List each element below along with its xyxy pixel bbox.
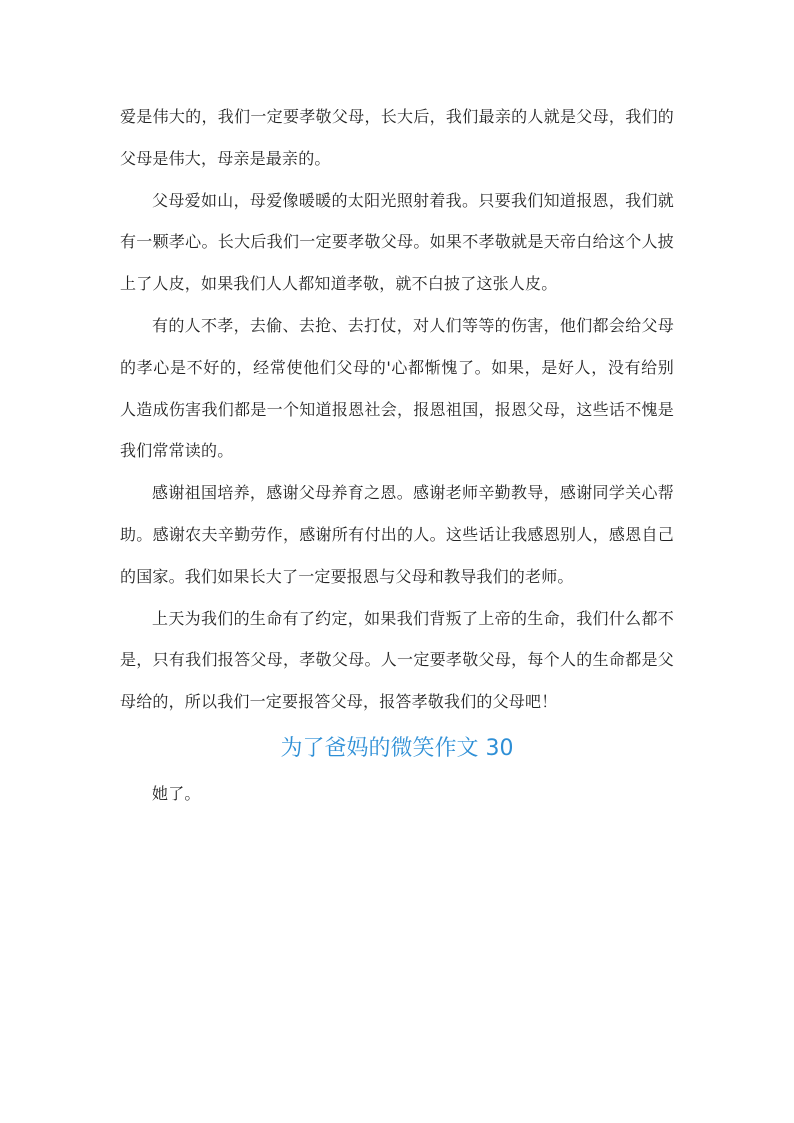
paragraph-6: 她了。 [152, 783, 201, 803]
paragraph-3: 有的人不孝，去偷、去抢、去打仗，对人们等等的伤害，他们都会给父母的孝心是不好的，经常使他们父母的'心都惭愧了。如果，是好人，没有给别人造成伤害我们都是一个知道报恩社会，报恩祖国，报恩父母，这些话不愧是我们常常读的。 [120, 315, 674, 461]
paragraph-1: 爱是伟大的，我们一定要孝敬父母，长大后，我们最亲的人就是父母，我们的父母是伟大，母亲是最亲的。 [120, 107, 674, 168]
paragraph-5: 上天为我们的生命有了约定，如果我们背叛了上帝的生命，我们什么都不是，只有我们报答父母，孝敬父母。人一定要孝敬父母，每个人的生命都是父母给的，所以我们一定要报答父母，报答孝敬我们的父母吧！ [120, 608, 674, 712]
paragraph-2: 父母爱如山，母爱像暖暖的太阳光照射着我。只要我们知道报恩，我们就有一颗孝心。长大后我们一定要孝敬父母。如果不孝敬就是天帝白给这个人披上了人皮，如果我们人人都知道孝敬，就不白披了这张人皮。 [120, 190, 674, 294]
document-page [120, 96, 674, 815]
paragraph-4: 感谢祖国培养，感谢父母养育之恩。感谢老师辛勤教导，感谢同学关心帮助。感谢农夫辛勤劳作，感谢所有付出的人。这些话让我感恩别人，感恩自己的国家。我们如果长大了一定要报恩与父母和教导我们的老师。 [120, 483, 674, 586]
section-heading: 为了爸妈的微笑作文 30 [280, 735, 514, 761]
